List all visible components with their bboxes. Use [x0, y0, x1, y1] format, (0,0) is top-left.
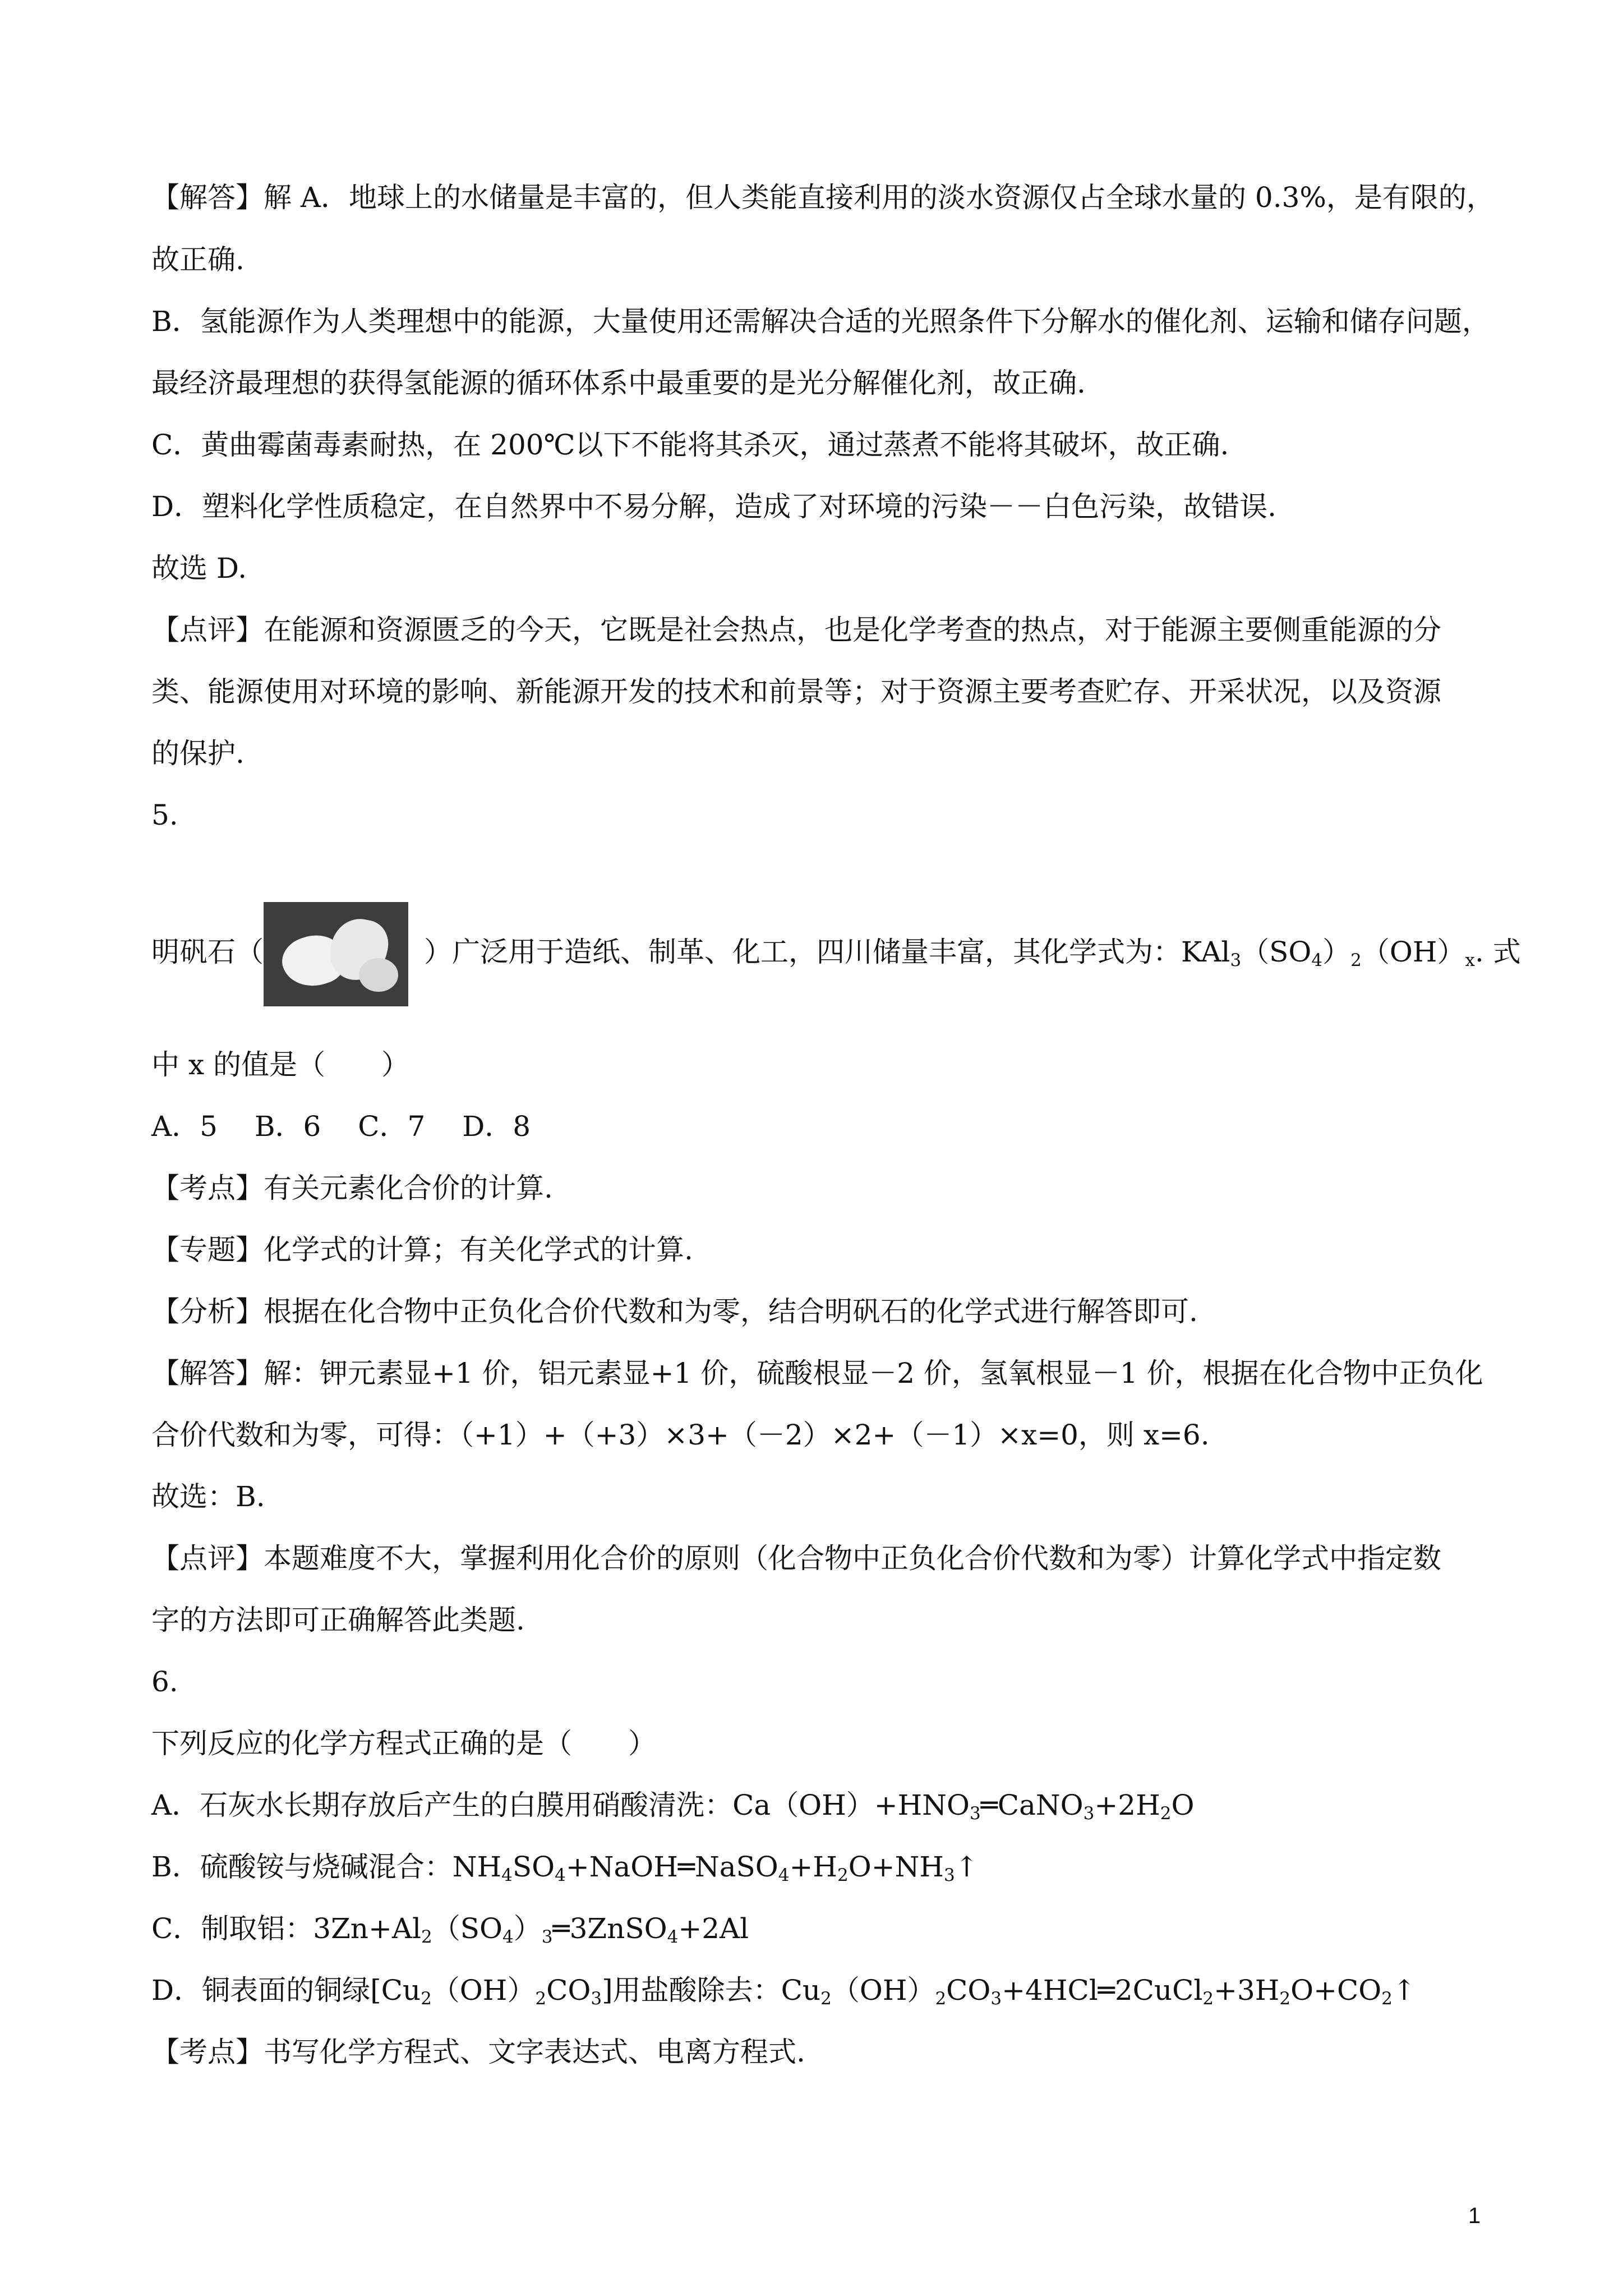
- q5-stem-line2: 中 x 的值是（ ）: [151, 1048, 409, 1081]
- q4-option-b-line2: 最经济最理想的获得氢能源的循环体系中最重要的是光分解催化剂，故正确.: [151, 367, 1086, 399]
- q6-b-text: +NaOH═NaSO: [565, 1851, 778, 1883]
- q6-c-text: +2Al: [678, 1912, 749, 1945]
- q6-c-sub: 3: [541, 1926, 553, 1947]
- q6-b-sub: 3: [944, 1865, 955, 1885]
- q6-d-text: ]用盐酸除去：Cu: [602, 1974, 821, 2007]
- q6-d-sub: 2: [935, 1988, 947, 2009]
- q6-b-text: +H: [789, 1851, 838, 1883]
- q4-review-line1: 【点评】在能源和资源匮乏的今天，它既是社会热点，也是化学考查的热点，对于能源主要侧重能源的分: [151, 614, 1441, 646]
- q6-c-sub: 4: [667, 1926, 679, 1947]
- q6-d-sub: 3: [990, 1988, 1002, 2009]
- q5-stem-sub1: 3: [1230, 950, 1242, 970]
- q5-stem-e: （OH）: [1361, 936, 1465, 968]
- q4-review-line3: 的保护.: [151, 737, 245, 770]
- q5-stem-sub3: 2: [1350, 950, 1362, 970]
- q6-a-text: A．石灰水长期存放后产生的白膜用硝酸清洗：Ca（OH）+HNO: [151, 1789, 970, 1821]
- q6-b-text: B．硫酸铵与烧碱混合：NH: [151, 1851, 502, 1883]
- q6-d-sub: 2: [1202, 1988, 1214, 2009]
- q4-review-line2: 类、能源使用对环境的影响、新能源开发的技术和前景等；对于资源主要考查贮存、开采状况，以及资源: [151, 675, 1441, 708]
- q6-a-sub: 3: [1083, 1803, 1095, 1824]
- q6-b-text: ↑: [955, 1851, 979, 1883]
- q5-choice: 故选：B.: [151, 1480, 265, 1513]
- q6-d-text: （OH）: [831, 1974, 935, 2007]
- q4-answer-line1: 【解答】解 A．地球上的水储量是丰富的，但人类能直接利用的淡水资源仅占全球水量的 0.3%，是有限的，: [151, 181, 1495, 214]
- q6-d-text: CO: [946, 1974, 991, 2007]
- q5-stem-sub4: x: [1465, 950, 1475, 970]
- q4-choice: 故选 D.: [151, 552, 247, 585]
- q5-jieda-line1: 【解答】解：钾元素显+1 价，铝元素显+1 价，硫酸根显－2 价，氢氧根显－1 价，根据在化合物中正负化: [151, 1357, 1483, 1389]
- q6-c-text: C．制取铝：3Zn+Al: [151, 1912, 422, 1945]
- q6-b-text: O+NH: [848, 1851, 944, 1883]
- alunite-mineral-image: [264, 902, 408, 1006]
- q5-jieda-line2: 合价代数和为零，可得：（+1）+（+3）×3+（－2）×2+（－1）×x=0，则 x=6.: [151, 1419, 1210, 1451]
- q6-b-sub: 4: [501, 1865, 513, 1885]
- q6-d-text: +3H: [1214, 1974, 1280, 2007]
- q6-a-sub: 2: [1160, 1803, 1172, 1824]
- q6-d-sub: 2: [1279, 1988, 1291, 2009]
- q5-zhuanti: 【专题】化学式的计算；有关化学式的计算.: [151, 1234, 693, 1266]
- mineral-rock-shape: [359, 958, 398, 992]
- q6-d-text: O+CO: [1290, 1974, 1382, 2007]
- q6-kaodian: 【考点】书写化学方程式、文字表达式、电离方程式.: [151, 2036, 805, 2068]
- q5-stem-sub2: 4: [1311, 950, 1323, 970]
- q6-d-text: ↑: [1393, 1974, 1416, 2007]
- q6-d-sub: 2: [421, 1988, 432, 2009]
- q4-option-d: D．塑料化学性质稳定，在自然界中不易分解，造成了对环境的污染－－白色污染，故错误.: [151, 490, 1276, 523]
- q6-c-text: （SO: [432, 1912, 502, 1945]
- q6-option-b: [151, 1850, 979, 1884]
- q6-b-text: SO: [512, 1851, 555, 1883]
- q6-c-text: ═3ZnSO: [552, 1912, 667, 1945]
- q6-option-d: [151, 1973, 1416, 2007]
- q6-b-sub: 4: [555, 1865, 566, 1885]
- q4-option-c: C．黄曲霉菌毒素耐热，在 200℃以下不能将其杀灭，通过蒸煮不能将其破坏，故正确.: [151, 429, 1229, 461]
- q6-a-sub: 3: [970, 1803, 981, 1824]
- q6-d-sub: 2: [535, 1988, 547, 2009]
- q4-option-b-line1: B．氢能源作为人类理想中的能源，大量使用还需解决合适的光照条件下分解水的催化剂、运输和储存问题，: [151, 305, 1490, 338]
- q5-stem-b: ）广泛用于造纸、制革、化工，四川储量丰富，其化学式为：KAl: [424, 936, 1230, 968]
- page-number: 1: [1468, 2203, 1481, 2228]
- q6-option-a: [151, 1788, 1194, 1822]
- q6-d-sub: 3: [591, 1988, 602, 2009]
- q6-b-sub: 2: [837, 1865, 849, 1885]
- q6-option-c: [151, 1912, 749, 1945]
- q6-d-text: （OH）: [431, 1974, 536, 2007]
- q6-d-sub: 2: [1381, 1988, 1393, 2009]
- q6-c-sub: 4: [502, 1926, 514, 1947]
- q6-d-sub: 2: [820, 1988, 832, 2009]
- q6-d-text: D．铜表面的铜绿[Cu: [151, 1974, 421, 2007]
- q6-c-sub: 2: [421, 1926, 432, 1947]
- q4-answer-line2: 故正确.: [151, 243, 245, 276]
- q6-stem: 下列反应的化学方程式正确的是（ ）: [151, 1727, 656, 1760]
- q6-a-text: ═CaNO: [980, 1789, 1083, 1821]
- q5-stem-a: 明矾石（: [151, 936, 264, 968]
- q5-stem-c: （SO: [1241, 936, 1312, 968]
- q6-d-text: CO: [546, 1974, 591, 2007]
- q5-review-line1: 【点评】本题难度不大，掌握利用化合价的原则（化合物中正负化合价代数和为零）计算化学式中指定数: [151, 1542, 1441, 1575]
- q5-stem-f: . 式: [1474, 936, 1521, 968]
- q5-kaodian: 【考点】有关元素化合价的计算.: [151, 1172, 553, 1204]
- q6-a-text: +2H: [1094, 1789, 1160, 1821]
- q6-b-sub: 4: [778, 1865, 790, 1885]
- q6-c-text: ）: [513, 1912, 542, 1945]
- q6-a-text: O: [1171, 1789, 1195, 1821]
- q5-fenxi: 【分析】根据在化合物中正负化合价代数和为零，结合明矾石的化学式进行解答即可.: [151, 1295, 1198, 1328]
- q5-review-line2: 字的方法即可正确解答此类题.: [151, 1604, 525, 1636]
- q6-d-text: +4HCl═2CuCl: [1002, 1974, 1203, 2007]
- q5-options: A．5 B．6 C．7 D．8: [151, 1110, 531, 1143]
- q6-number: 6.: [151, 1665, 178, 1698]
- q5-stem-d: ）: [1322, 936, 1351, 968]
- q5-number: 5.: [151, 799, 178, 831]
